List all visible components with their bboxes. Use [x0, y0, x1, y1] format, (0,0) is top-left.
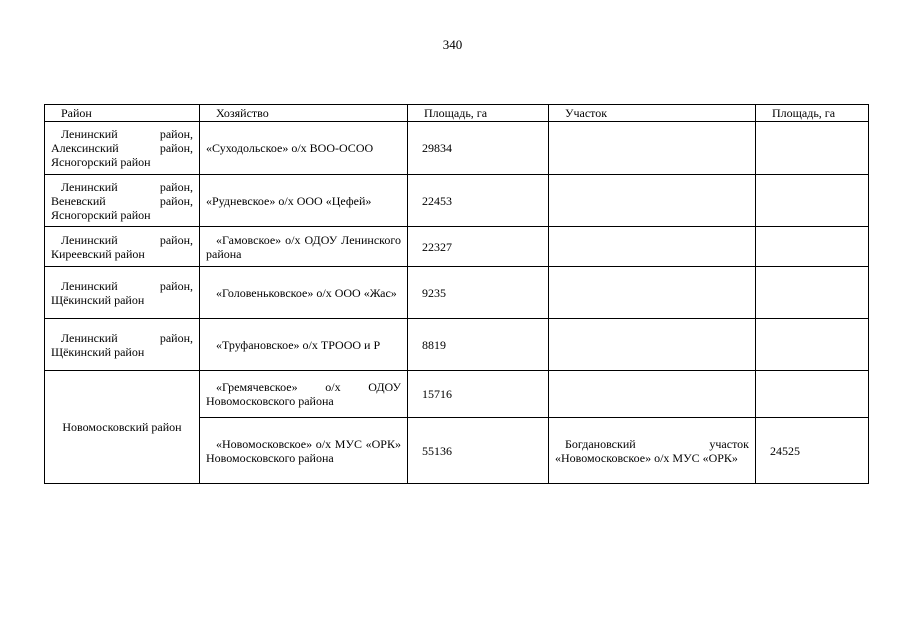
- area-cell: 9235: [408, 267, 549, 319]
- table-row: [45, 371, 869, 418]
- area-cell: 29834: [408, 122, 549, 175]
- table-row: [45, 175, 869, 227]
- header-plot-area: Площадь, га: [756, 105, 869, 122]
- plot-cell: [549, 227, 756, 267]
- district-cell: Ленинский район, Веневский район, Ясногорский район: [45, 175, 200, 227]
- district-cell: Ленинский район, Киреевский район: [45, 227, 200, 267]
- plot-cell: [549, 267, 756, 319]
- farm-cell: «Суходольское» о/х ВОО-ОСОО: [200, 122, 408, 175]
- area-cell: 55136: [408, 418, 549, 484]
- header-farm: Хозяйство: [200, 105, 408, 122]
- table-row: [45, 227, 869, 267]
- table-row: [45, 319, 869, 371]
- area-cell: 15716: [408, 371, 549, 418]
- district-cell: Ленинский район, Щёкинский район: [45, 319, 200, 371]
- plot-area-cell: [756, 319, 869, 371]
- district-cell: Новомосковский район: [45, 371, 200, 484]
- header-plot: Участок: [549, 105, 756, 122]
- plot-cell: [549, 175, 756, 227]
- plot-cell: [549, 371, 756, 418]
- plot-area-cell: 24525: [756, 418, 869, 484]
- plot-area-cell: [756, 267, 869, 319]
- district-cell: Ленинский район, Алексинский район, Ясногорский район: [45, 122, 200, 175]
- farm-cell: «Головеньковское» о/х ООО «Жас»: [200, 267, 408, 319]
- land-table: [44, 104, 869, 484]
- plot-area-cell: [756, 371, 869, 418]
- farm-cell: «Новомосковское» о/х МУС «ОРК» Новомосковского района: [200, 418, 408, 484]
- area-cell: 8819: [408, 319, 549, 371]
- plot-area-cell: [756, 175, 869, 227]
- plot-cell: [549, 122, 756, 175]
- area-cell: 22453: [408, 175, 549, 227]
- plot-cell: [549, 319, 756, 371]
- table-row: [45, 122, 869, 175]
- page-number: 340: [442, 37, 463, 52]
- header-district: Район: [45, 105, 200, 122]
- farm-cell: «Труфановское» о/х ТРООО и Р: [200, 319, 408, 371]
- district-cell: Ленинский район, Щёкинский район: [45, 267, 200, 319]
- area-cell: 22327: [408, 227, 549, 267]
- plot-cell: Богдановский участок «Новомосковское» о/х МУС «ОРК»: [549, 418, 756, 484]
- plot-area-cell: [756, 122, 869, 175]
- plot-area-cell: [756, 227, 869, 267]
- farm-cell: «Гремячевское» о/х ОДОУ Новомосковского района: [200, 371, 408, 418]
- farm-cell: «Гамовское» о/х ОДОУ Ленинского района: [200, 227, 408, 267]
- table-row: [45, 267, 869, 319]
- table-header-row: [45, 105, 869, 122]
- farm-cell: «Рудневское» о/х ООО «Цефей»: [200, 175, 408, 227]
- header-area: Площадь, га: [408, 105, 549, 122]
